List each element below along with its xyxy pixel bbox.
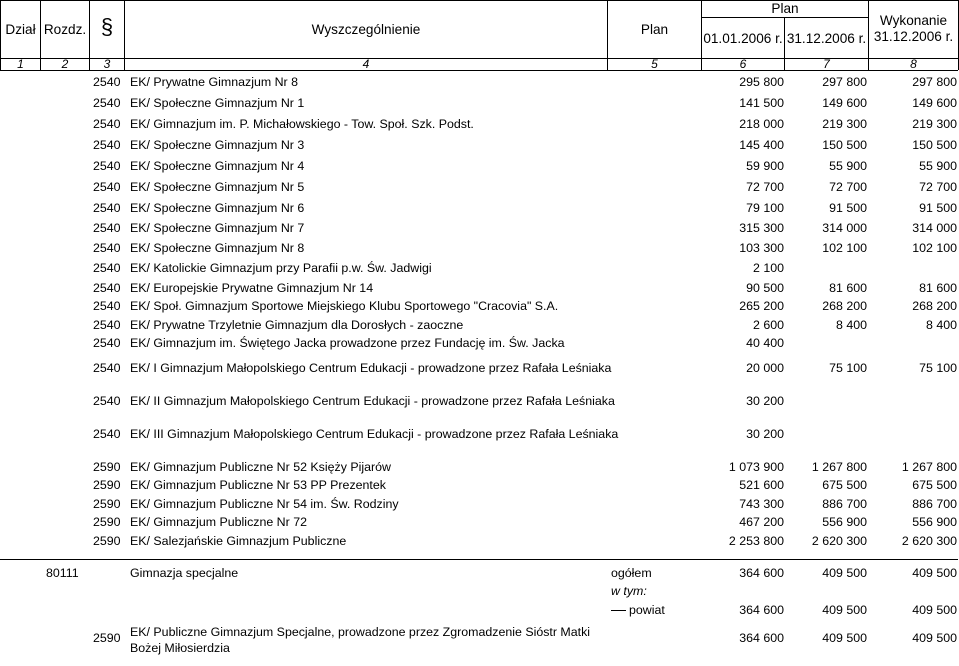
row-code: 2590: [93, 460, 121, 474]
header-paragraph-symbol: §: [100, 14, 114, 39]
row-exec: 268 200: [912, 299, 957, 313]
column-number: 4: [362, 57, 370, 71]
row-code: 2540: [93, 201, 121, 215]
row-code: 2540: [93, 318, 121, 332]
header-plan-group: Plan: [771, 1, 799, 16]
row-exec: 75 100: [919, 361, 957, 375]
row-plan-end: 8 400: [835, 318, 867, 332]
row-name: EK/ Gimnazjum Publiczne Nr 54 im. Św. Rodziny: [130, 497, 399, 511]
row-plan-end: 675 500: [822, 478, 867, 492]
section-powiat-plan-end: 409 500: [822, 603, 867, 617]
row-plan: 521 600: [739, 478, 784, 492]
row-plan: 30 200: [746, 394, 784, 408]
section-rozdzial: 80111: [46, 566, 79, 580]
header-plan: Plan: [640, 22, 669, 37]
row-exec: 314 000: [912, 221, 957, 235]
column-number: 8: [910, 57, 917, 71]
row-exec: 556 900: [912, 515, 957, 529]
row-exec: 409 500: [912, 631, 957, 645]
section-total-label: ogółem: [611, 566, 652, 580]
row-plan-end: 556 900: [822, 515, 867, 529]
row-plan-end: 314 000: [822, 221, 867, 235]
row-plan: 145 400: [739, 138, 784, 152]
row-code: 2540: [93, 336, 121, 350]
row-code: 2540: [93, 361, 121, 375]
row-plan: 315 300: [739, 221, 784, 235]
header-dzial: Dział: [5, 22, 36, 37]
row-code: 2540: [93, 159, 121, 173]
row-exec: 81 600: [919, 281, 957, 295]
row-name: EK/ Społeczne Gimnazjum Nr 8: [130, 241, 305, 255]
row-exec: 219 300: [912, 117, 957, 131]
row-exec: 72 700: [919, 180, 957, 194]
section-divider: [0, 559, 958, 560]
row-name: EK/ Publiczne Gimnazjum Specjalne, prowadzone przez Zgromadzenie Sióstr Matki Bożej Miłosierdzia: [130, 625, 591, 655]
row-plan: 295 800: [739, 75, 784, 89]
row-plan: 1 073 900: [728, 460, 784, 474]
row-plan-end: 1 267 800: [811, 460, 867, 474]
row-plan: 20 000: [746, 361, 784, 375]
row-name: EK/ Prywatne Trzyletnie Gimnazjum dla Dorosłych - zaoczne: [130, 318, 464, 332]
row-plan: 103 300: [739, 241, 784, 255]
column-number: 1: [17, 57, 24, 71]
header-wyszczegolnienie: Wyszczególnienie: [311, 22, 421, 37]
row-plan-end: 72 700: [829, 180, 867, 194]
row-plan-end: 268 200: [822, 299, 867, 313]
row-exec: 675 500: [912, 478, 957, 492]
column-number: 3: [103, 57, 111, 71]
row-code: 2540: [93, 221, 121, 235]
row-name: EK/ Gimnazjum im. P. Michałowskiego - Tow. Społ. Szk. Podst.: [130, 117, 474, 131]
row-name: EK/ Prywatne Gimnazjum Nr 8: [130, 75, 299, 89]
section-total-plan: 364 600: [739, 566, 784, 580]
section-powiat-exec: 409 500: [912, 603, 957, 617]
row-code: 2540: [93, 138, 121, 152]
header-wykonanie: Wykonanie: [879, 13, 948, 28]
row-exec: 149 600: [912, 96, 957, 110]
row-plan-end: 2 620 300: [811, 534, 867, 548]
row-code: 2590: [93, 515, 121, 529]
row-name: EK/ Gimnazjum Publiczne Nr 72: [130, 515, 307, 529]
section-total-exec: 409 500: [912, 566, 957, 580]
row-name: EK/ Społeczne Gimnazjum Nr 1: [130, 96, 305, 110]
row-plan: 2 253 800: [728, 534, 784, 548]
column-number: 5: [651, 57, 658, 71]
row-plan: 265 200: [739, 299, 784, 313]
row-code: 2540: [93, 394, 121, 408]
section-title: Gimnazja specjalne: [130, 566, 239, 580]
row-plan: 141 500: [739, 96, 784, 110]
row-code: 2540: [93, 427, 121, 441]
row-plan-end: 149 600: [822, 96, 867, 110]
row-name: EK/ Katolickie Gimnazjum przy Parafii p.w. Św. Jadwigi: [130, 261, 432, 275]
row-plan-end: 409 500: [822, 631, 867, 645]
row-plan: 40 400: [746, 336, 784, 350]
row-plan-end: 91 500: [829, 201, 867, 215]
row-code: 2590: [93, 497, 121, 511]
row-name: EK/ III Gimnazjum Małopolskiego Centrum Edukacji - prowadzone przez Rafała Leśniaka: [130, 427, 619, 441]
row-name: EK/ Społeczne Gimnazjum Nr 7: [130, 221, 305, 235]
row-name: EK/ II Gimnazjum Małopolskiego Centrum Edukacji - prowadzone przez Rafała Leśniaka: [130, 394, 615, 408]
row-exec: 1 267 800: [901, 460, 957, 474]
header-wykonanie-date: 31.12.2006 r.: [873, 29, 954, 44]
row-code: 2540: [93, 75, 121, 89]
row-code: 2540: [93, 117, 121, 131]
column-number: 2: [61, 57, 69, 71]
row-plan: 30 200: [746, 427, 784, 441]
row-code: 2540: [93, 180, 121, 194]
row-plan: 90 500: [746, 281, 784, 295]
row-name: EK/ Społeczne Gimnazjum Nr 3: [130, 138, 305, 152]
row-plan: 2 600: [752, 318, 784, 332]
row-plan-end: 297 800: [822, 75, 867, 89]
row-code: 2540: [93, 96, 121, 110]
section-powiat-plan: 364 600: [739, 603, 784, 617]
row-exec: 886 700: [912, 497, 957, 511]
row-code: 2590: [93, 478, 121, 492]
row-exec: 55 900: [919, 159, 957, 173]
row-code: 2540: [93, 299, 121, 313]
row-plan: 467 200: [739, 515, 784, 529]
row-plan: 79 100: [746, 201, 784, 215]
row-plan-end: 81 600: [829, 281, 867, 295]
row-exec: 102 100: [912, 241, 957, 255]
column-number: 6: [739, 57, 747, 71]
row-name: EK/ Gimnazjum im. Świętego Jacka prowadzone przez Fundację im. Św. Jacka: [130, 336, 565, 350]
row-plan: 218 000: [739, 117, 784, 131]
row-code: 2590: [93, 631, 121, 645]
header-date-end: 31.12.2006 r.: [786, 31, 867, 46]
row-code: 2540: [93, 261, 121, 275]
row-exec: 2 620 300: [901, 534, 957, 548]
row-name: EK/ I Gimnazjum Małopolskiego Centrum Edukacji - prowadzone przez Rafała Leśniaka: [130, 361, 612, 375]
row-name: EK/ Gimnazjum Publiczne Nr 52 Księży Pijarów: [130, 460, 391, 474]
row-exec: 8 400: [925, 318, 957, 332]
column-number: 7: [823, 57, 830, 71]
row-plan-end: 75 100: [829, 361, 867, 375]
row-name: EK/ Społ. Gimnazjum Sportowe Miejskiego Klubu Sportowego "Cracovia" S.A.: [130, 299, 559, 313]
row-plan: 364 600: [739, 631, 784, 645]
row-name: EK/ Europejskie Prywatne Gimnazjum Nr 14: [130, 281, 374, 295]
row-plan: 59 900: [746, 159, 784, 173]
row-plan-end: 102 100: [822, 241, 867, 255]
row-name: EK/ Salezjańskie Gimnazjum Publiczne: [130, 534, 347, 548]
row-plan: 2 100: [752, 261, 784, 275]
row-name: EK/ Społeczne Gimnazjum Nr 4: [130, 159, 305, 173]
row-plan: 72 700: [746, 180, 784, 194]
row-plan-end: 886 700: [822, 497, 867, 511]
row-code: 2540: [93, 281, 121, 295]
row-exec: 150 500: [912, 138, 957, 152]
row-code: 2590: [93, 534, 121, 548]
row-plan: 743 300: [739, 497, 784, 511]
row-name: EK/ Społeczne Gimnazjum Nr 6: [130, 201, 305, 215]
row-exec: 91 500: [919, 201, 957, 215]
powiat-dash: [611, 610, 626, 611]
section-total-plan-end: 409 500: [822, 566, 867, 580]
section-powiat-label: powiat: [629, 603, 665, 617]
header-rozdz: Rozdz.: [43, 22, 87, 37]
header-date-start: 01.01.2006 r.: [703, 31, 783, 46]
section-w-tym: w tym:: [611, 584, 647, 598]
row-plan-end: 150 500: [822, 138, 867, 152]
row-plan-end: 219 300: [822, 117, 867, 131]
row-plan-end: 55 900: [829, 159, 867, 173]
row-code: 2540: [93, 241, 121, 255]
row-name: EK/ Gimnazjum Publiczne Nr 53 PP Prezentek: [130, 478, 386, 492]
row-name: EK/ Społeczne Gimnazjum Nr 5: [130, 180, 305, 194]
row-exec: 297 800: [912, 75, 957, 89]
